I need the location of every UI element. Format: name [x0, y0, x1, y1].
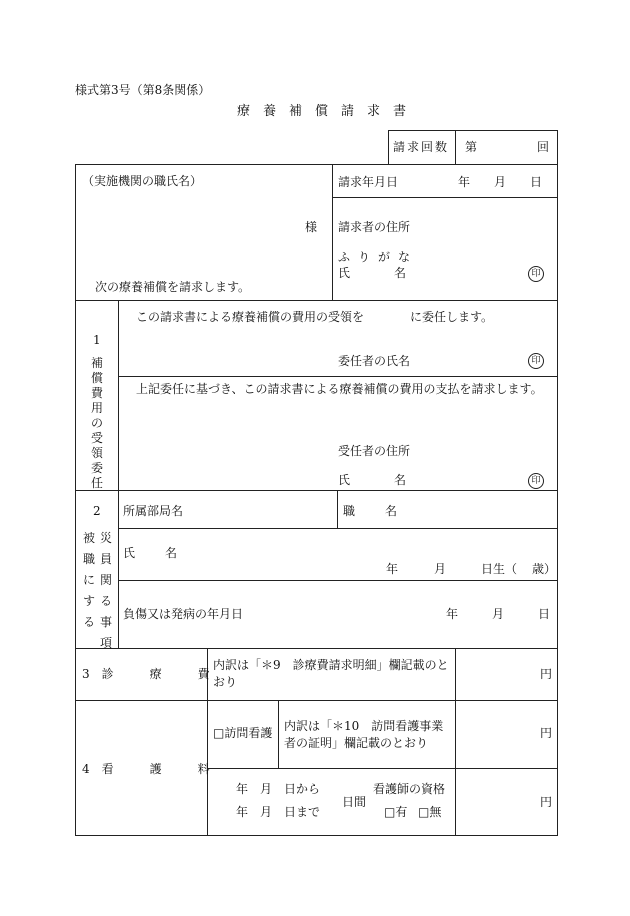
page-title: 療養補償請求書 — [237, 104, 420, 119]
delegatee-name-label: 氏名 — [338, 473, 451, 487]
nursing-fee-unit: 円 — [540, 726, 553, 740]
medical-fee-unit: 円 — [540, 667, 553, 681]
delegator-name-input[interactable] — [415, 348, 520, 370]
birth-month: 月 — [434, 562, 447, 576]
birth-day: 日生（ — [481, 562, 518, 576]
request-count-label: 請求回数 — [393, 140, 450, 154]
department-label: 所属部局名 — [123, 504, 184, 518]
delegatee-address-input[interactable] — [415, 438, 550, 460]
requester-name-input[interactable] — [420, 248, 520, 282]
delegatee-name-field[interactable] — [415, 467, 520, 487]
delegatee-name-input[interactable] — [364, 306, 404, 326]
request-day: 日 — [530, 175, 543, 189]
requester-address-input[interactable] — [420, 212, 550, 236]
section1-number: 1 — [93, 333, 101, 347]
form-number: 様式第3号（第8条関係） — [75, 83, 211, 97]
institution-label: （実施機関の職氏名） — [82, 174, 203, 188]
qualification-label: 看護師の資格 — [373, 782, 446, 796]
medical-fee-input[interactable] — [462, 656, 530, 692]
request-year: 年 — [458, 175, 471, 189]
department-input[interactable] — [195, 496, 330, 522]
age-label: 歳） — [532, 562, 557, 576]
requester-name-label: 氏名 — [338, 266, 451, 280]
section3-detail: 内訳は「＊9 診療費請求明細」欄記載のとおり — [213, 658, 449, 689]
delegator-seal: 印 — [528, 353, 544, 369]
qualification-no[interactable]: □無 — [418, 805, 442, 819]
nursing-fee-input[interactable] — [462, 712, 530, 752]
qualification-yes[interactable]: □有 — [384, 805, 408, 819]
section4-label: 4 看 護 料 — [82, 762, 210, 776]
request-count-prefix: 第 — [465, 140, 478, 154]
payment-request-text: 上記委任に基づき、この請求書による療養補償の費用の支払を請求します。 — [136, 382, 543, 396]
home-nursing-checkbox[interactable]: □訪問看護 — [213, 726, 273, 740]
request-count-suffix: 回 — [537, 140, 550, 154]
section1-title: 補償費用の受領委任 — [90, 356, 103, 490]
period-to: 年 月 日まで — [236, 805, 321, 819]
section2-number: 2 — [93, 504, 101, 518]
section4-detail: 内訳は「＊10 訪問看護事業者の証明」欄記載のとおり — [284, 719, 444, 750]
birth-year: 年 — [386, 562, 399, 576]
delegator-name-label: 委任者の氏名 — [338, 354, 411, 368]
employee-name-input[interactable] — [195, 536, 375, 560]
injury-month: 月 — [492, 607, 505, 621]
nursing-fee-2-input[interactable] — [462, 778, 530, 822]
delegate-text-b: に委任します。 — [410, 310, 494, 324]
period-days-label: 日間 — [342, 795, 367, 809]
request-statement: 次の療養補償を請求します。 — [95, 280, 251, 294]
section3-label: 3 診 療 費 — [82, 667, 210, 681]
request-date-label: 請求年月日 — [338, 175, 399, 189]
injury-date-label: 負傷又は発病の年月日 — [123, 607, 244, 621]
injury-day: 日 — [538, 607, 551, 621]
employee-name-label: 氏名 — [123, 546, 208, 560]
section2-title-col1: 被職にする — [82, 531, 95, 629]
honorific: 様 — [305, 220, 318, 234]
delegatee-seal: 印 — [528, 473, 544, 489]
requester-seal: 印 — [528, 266, 544, 282]
furigana-label: ふりがな — [338, 250, 419, 264]
requester-address-label: 請求者の住所 — [338, 220, 411, 234]
section2-title-col2: 災員関る事項 — [99, 531, 112, 650]
position-label: 職名 — [343, 504, 428, 518]
request-month: 月 — [494, 175, 507, 189]
nursing-fee-2-unit: 円 — [540, 795, 553, 809]
delegate-text-a: この請求書による療養補償の費用の受領を — [136, 310, 365, 324]
period-from: 年 月 日から — [236, 782, 321, 796]
delegatee-address-label: 受任者の住所 — [338, 444, 411, 458]
institution-input[interactable] — [82, 192, 302, 242]
position-input[interactable] — [410, 496, 550, 522]
request-count-input[interactable] — [480, 134, 532, 160]
injury-year: 年 — [446, 607, 459, 621]
